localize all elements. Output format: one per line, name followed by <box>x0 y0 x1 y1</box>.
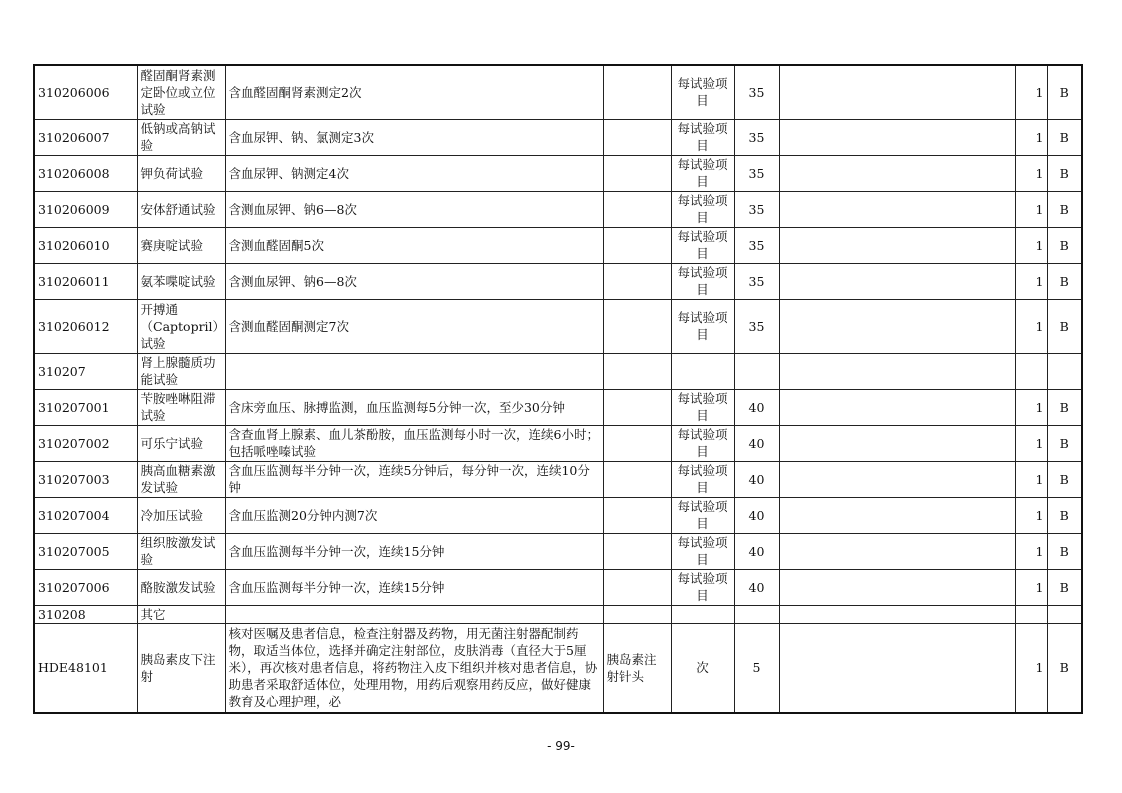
category-cell <box>1047 353 1082 389</box>
item-name-cell: 开搏通（Captopril）试验 <box>137 299 225 353</box>
item-code-cell: 310207003 <box>34 461 137 497</box>
pricing-unit-cell: 次 <box>671 623 734 713</box>
excluded-material-cell <box>603 389 671 425</box>
pricing-unit-cell: 每试验项目 <box>671 299 734 353</box>
item-name-cell: 其它 <box>137 605 225 623</box>
remark-cell <box>779 191 1015 227</box>
category-cell: B <box>1047 425 1082 461</box>
item-description-cell <box>225 605 603 623</box>
item-description-cell: 核对医嘱及患者信息，检查注射器及药物，用无菌注射器配制药物，取适当体位，选择并确定注射部位，皮肤消毒（直径大于5厘米），再次核对患者信息，将药物注入皮下组织并核对患者信息，协助患者采取舒适体位，处理用物，用药后观察用药反应，做好健康教育及心理护理，必 <box>225 623 603 713</box>
item-code-cell: 310206009 <box>34 191 137 227</box>
table-row <box>34 119 1082 155</box>
table-row <box>34 65 1082 119</box>
category-cell: B <box>1047 191 1082 227</box>
price-cell <box>734 605 779 623</box>
item-code-cell: 310206012 <box>34 299 137 353</box>
item-description-cell: 含血尿钾、钠、氯测定3次 <box>225 119 603 155</box>
excluded-material-cell <box>603 605 671 623</box>
item-name-cell: 组织胺激发试验 <box>137 533 225 569</box>
excluded-material-cell <box>603 227 671 263</box>
pricing-unit-cell: 每试验项目 <box>671 155 734 191</box>
remark-cell <box>779 497 1015 533</box>
pricing-unit-cell: 每试验项目 <box>671 425 734 461</box>
ratio-cell: 1 <box>1015 299 1047 353</box>
remark-cell <box>779 533 1015 569</box>
price-cell: 40 <box>734 389 779 425</box>
ratio-cell <box>1015 605 1047 623</box>
item-description-cell: 含床旁血压、脉搏监测，血压监测每5分钟一次，至少30分钟 <box>225 389 603 425</box>
price-cell: 35 <box>734 227 779 263</box>
item-code-cell: 310206010 <box>34 227 137 263</box>
category-cell: B <box>1047 497 1082 533</box>
excluded-material-cell <box>603 425 671 461</box>
item-description-cell <box>225 353 603 389</box>
remark-cell <box>779 569 1015 605</box>
item-name-cell: 可乐宁试验 <box>137 425 225 461</box>
ratio-cell: 1 <box>1015 191 1047 227</box>
table-row <box>34 227 1082 263</box>
price-cell: 35 <box>734 299 779 353</box>
category-cell: B <box>1047 155 1082 191</box>
item-name-cell: 酪胺激发试验 <box>137 569 225 605</box>
excluded-material-cell: 胰岛素注射针头 <box>603 623 671 713</box>
item-name-cell: 胰岛素皮下注射 <box>137 623 225 713</box>
category-cell <box>1047 605 1082 623</box>
table-row <box>34 299 1082 353</box>
ratio-cell: 1 <box>1015 533 1047 569</box>
remark-cell <box>779 65 1015 119</box>
pricing-unit-cell: 每试验项目 <box>671 65 734 119</box>
excluded-material-cell <box>603 461 671 497</box>
item-description-cell: 含血压监测每半分钟一次，连续5分钟后，每分钟一次，连续10分钟 <box>225 461 603 497</box>
item-description-cell: 含测血尿钾、钠6—8次 <box>225 191 603 227</box>
item-description-cell: 含查血肾上腺素、血儿茶酚胺，血压监测每小时一次，连续6小时；包括哌唑嗪试验 <box>225 425 603 461</box>
category-cell: B <box>1047 227 1082 263</box>
pricing-unit-cell: 每试验项目 <box>671 533 734 569</box>
page-number: - 99- <box>547 739 575 753</box>
excluded-material-cell <box>603 119 671 155</box>
excluded-material-cell <box>603 263 671 299</box>
price-cell: 5 <box>734 623 779 713</box>
item-description-cell: 含血压监测每半分钟一次，连续15分钟 <box>225 569 603 605</box>
item-code-cell: 310207002 <box>34 425 137 461</box>
excluded-material-cell <box>603 569 671 605</box>
table-row <box>34 155 1082 191</box>
ratio-cell: 1 <box>1015 389 1047 425</box>
remark-cell <box>779 299 1015 353</box>
excluded-material-cell <box>603 191 671 227</box>
table-row <box>34 353 1082 389</box>
table-row <box>34 425 1082 461</box>
ratio-cell: 1 <box>1015 623 1047 713</box>
category-cell: B <box>1047 119 1082 155</box>
remark-cell <box>779 425 1015 461</box>
item-name-cell: 肾上腺髓质功能试验 <box>137 353 225 389</box>
category-cell: B <box>1047 461 1082 497</box>
item-description-cell: 含血压监测20分钟内测7次 <box>225 497 603 533</box>
ratio-cell: 1 <box>1015 461 1047 497</box>
table-row <box>34 191 1082 227</box>
ratio-cell <box>1015 353 1047 389</box>
table-row <box>34 623 1082 713</box>
remark-cell <box>779 461 1015 497</box>
category-cell: B <box>1047 65 1082 119</box>
remark-cell <box>779 605 1015 623</box>
ratio-cell: 1 <box>1015 65 1047 119</box>
pricing-unit-cell: 每试验项目 <box>671 263 734 299</box>
price-cell: 40 <box>734 533 779 569</box>
item-code-cell: 310207005 <box>34 533 137 569</box>
table-row <box>34 389 1082 425</box>
pricing-unit-cell <box>671 605 734 623</box>
price-cell: 35 <box>734 119 779 155</box>
pricing-unit-cell: 每试验项目 <box>671 191 734 227</box>
item-name-cell: 胰高血糖素激发试验 <box>137 461 225 497</box>
pricing-unit-cell: 每试验项目 <box>671 119 734 155</box>
item-name-cell: 钾负荷试验 <box>137 155 225 191</box>
pricing-unit-cell <box>671 353 734 389</box>
item-code-cell: 310206008 <box>34 155 137 191</box>
category-cell: B <box>1047 533 1082 569</box>
price-cell: 35 <box>734 263 779 299</box>
item-code-cell: 310207004 <box>34 497 137 533</box>
remark-cell <box>779 389 1015 425</box>
ratio-cell: 1 <box>1015 497 1047 533</box>
price-cell <box>734 353 779 389</box>
table-row <box>34 605 1082 623</box>
table-row <box>34 497 1082 533</box>
item-name-cell: 安体舒通试验 <box>137 191 225 227</box>
remark-cell <box>779 263 1015 299</box>
item-code-cell: 310207006 <box>34 569 137 605</box>
item-code-cell: 310207 <box>34 353 137 389</box>
excluded-material-cell <box>603 353 671 389</box>
remark-cell <box>779 353 1015 389</box>
item-code-cell: 310206011 <box>34 263 137 299</box>
remark-cell <box>779 119 1015 155</box>
ratio-cell: 1 <box>1015 425 1047 461</box>
price-cell: 35 <box>734 191 779 227</box>
fee-table <box>33 64 1083 714</box>
category-cell: B <box>1047 623 1082 713</box>
fee-table-body <box>34 65 1082 713</box>
pricing-unit-cell: 每试验项目 <box>671 227 734 263</box>
price-cell: 40 <box>734 425 779 461</box>
item-description-cell: 含血压监测每半分钟一次，连续15分钟 <box>225 533 603 569</box>
table-row <box>34 533 1082 569</box>
item-name-cell: 赛庚啶试验 <box>137 227 225 263</box>
item-description-cell: 含测血尿钾、钠6—8次 <box>225 263 603 299</box>
item-name-cell: 低钠或高钠试验 <box>137 119 225 155</box>
item-name-cell: 苄胺唑啉阻滞试验 <box>137 389 225 425</box>
excluded-material-cell <box>603 533 671 569</box>
item-name-cell: 氨苯喋啶试验 <box>137 263 225 299</box>
price-cell: 35 <box>734 155 779 191</box>
pricing-unit-cell: 每试验项目 <box>671 461 734 497</box>
category-cell: B <box>1047 299 1082 353</box>
item-code-cell: 310208 <box>34 605 137 623</box>
category-cell: B <box>1047 263 1082 299</box>
item-description-cell: 含测血醛固酮5次 <box>225 227 603 263</box>
remark-cell <box>779 623 1015 713</box>
item-code-cell: 310206007 <box>34 119 137 155</box>
item-name-cell: 冷加压试验 <box>137 497 225 533</box>
table-row <box>34 461 1082 497</box>
remark-cell <box>779 155 1015 191</box>
item-description-cell: 含血尿钾、钠测定4次 <box>225 155 603 191</box>
item-code-cell: 310207001 <box>34 389 137 425</box>
price-cell: 40 <box>734 461 779 497</box>
ratio-cell: 1 <box>1015 227 1047 263</box>
pricing-unit-cell: 每试验项目 <box>671 497 734 533</box>
table-row <box>34 569 1082 605</box>
ratio-cell: 1 <box>1015 263 1047 299</box>
remark-cell <box>779 227 1015 263</box>
excluded-material-cell <box>603 299 671 353</box>
pricing-unit-cell: 每试验项目 <box>671 389 734 425</box>
item-description-cell: 含测血醛固酮测定7次 <box>225 299 603 353</box>
ratio-cell: 1 <box>1015 119 1047 155</box>
item-code-cell: 310206006 <box>34 65 137 119</box>
item-name-cell: 醛固酮肾素测定卧位或立位试验 <box>137 65 225 119</box>
item-description-cell: 含血醛固酮肾素测定2次 <box>225 65 603 119</box>
excluded-material-cell <box>603 65 671 119</box>
excluded-material-cell <box>603 155 671 191</box>
item-code-cell: HDE48101 <box>34 623 137 713</box>
ratio-cell: 1 <box>1015 155 1047 191</box>
table-row <box>34 263 1082 299</box>
price-cell: 35 <box>734 65 779 119</box>
pricing-unit-cell: 每试验项目 <box>671 569 734 605</box>
excluded-material-cell <box>603 497 671 533</box>
price-cell: 40 <box>734 569 779 605</box>
category-cell: B <box>1047 389 1082 425</box>
ratio-cell: 1 <box>1015 569 1047 605</box>
price-cell: 40 <box>734 497 779 533</box>
category-cell: B <box>1047 569 1082 605</box>
